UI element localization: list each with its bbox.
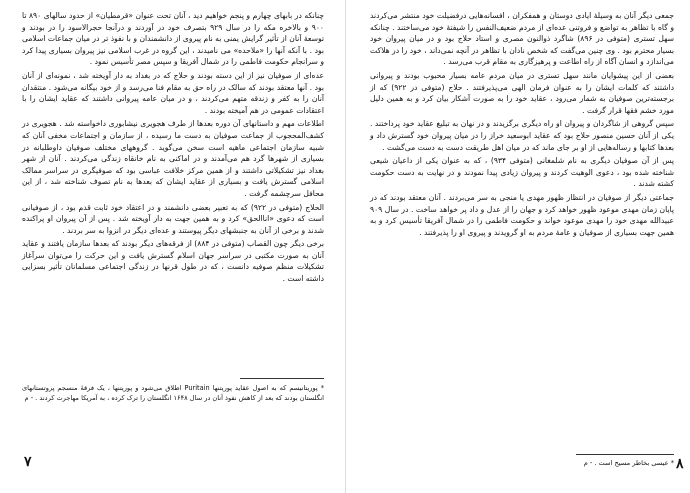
right-paragraph-5: جماعتی دیگر از صوفیان در انتظار ظهور مهدی یا منجی به سر می‌بردند . آنان معتقد بودند که در پایان زمان مهدی موعود ظهور خواهد کرد و جهان را از عدل و داد پر خواهد ساخت . در سال ۹۰۹ عبیدالله مهدی خود را مهدی موعود خواند و حکومت فاطمی را در شمال آفریقا تأسیس کرد و به همین جهت بسیاری از صوفیان و عامهٔ مردم به او گرویدند و پیروی او را پذیرفتند . bbox=[370, 192, 674, 237]
left-page-text-column bbox=[22, 10, 324, 285]
left-paragraph-5: برخی دیگر چون القصاب (متوفی در ۸۸۴) از فرقه‌های دیگر بودند که بعدها سازمان یافتند و عقاید آنان به صورت مکتبی در سراسر جهان اسلام گسترش یافت و این حرکت را می‌توان سرآغاز تشکیلات منظم صوفیه دانست ، که در طول قرنها در زندگی اجتماعی مسلمانان تأثیر بسزایی داشته است . bbox=[22, 239, 324, 284]
left-paragraph-1: چنانکه در بابهای چهارم و پنجم خواهیم دید ، آنان تحت عنوان «قرمطیان» از حدود سالهای ۸۹۰ تا ۹۰۰ و بالاخره مکه را در سال ۹۲۹ بتصرف خود در آوردند و درآنجا حجرالاسود را در بودند و توسعهٔ آنان از تأثیر گرایش یمنی به نام پیروی از دانشمندان و با نفوذ تر در میان جماعات اسلامی بود . با آنکه آنها را «ملاحده» می نامیدند ، این گروه در غرب اسلامی نیز پیروان بسیاری پیدا کرد و سرانجام حکومت فاطمی را در شمال آفریقا و سپس مصر تأسیس نمود . bbox=[22, 11, 325, 67]
left-paragraph-2: عده‌ای از صوفیان نیز از این دسته بودند و حلاج که در بغداد به دار آویخته شد ، نمونه‌ای از آنان بود . آنها معتقد بودند که سالک در راه حق به مقام فنا می‌رسد و از خود بیگانه می‌شود . منتقدان آنان را به کفر و زندقه متهم می‌کردند ، و در میان عامه پیروانی داشتند که عقاید ایشان را با اعتقادات عمومی در هم آمیخته بودند . bbox=[22, 70, 324, 115]
right-paragraph-1: جمعی دیگر آنان به وسیلهٔ ایادی دوستان و همفکران ، افسانه‌هایی درفضیلت خود منتشر می‌کردند و گاه با تظاهر به تواضع و فروتنی عده‌ای از مردم ضعیف‌النفس را شیفتهٔ خود می‌ساختند . چنانکه سهل تستری (متوفی در ۸۹۶) شاگرد ذوالنون مصری و استاد حلاج بود و در میان پیروان خود بسیار محترم بود . وی چنین می‌گفت که شخص نادان با تظاهر در آنچه نمی‌داند ، خود را در هلاکت می‌اندازد و انسان آگاه از راه اطاعت و پرهیزگاری به مقام قرب می‌رسد . bbox=[370, 11, 674, 67]
left-paragraph-4: الحلاج (متوفی در ۹۲۲) که به تعبیر بعضی دانشمند و در اعتقاد خود ثابت قدم بود ، از صوفیانی است که دعوی «اناالحق» کرد و به همین جهت به دار آویخته شد . پس از آن پیروان او پراکنده شدند و برخی از آنان به جنبشهای دیگر پیوستند و عده‌ای دیگر در انزوا به سر بردند . bbox=[22, 202, 324, 235]
left-footnote-divider bbox=[240, 378, 324, 379]
right-footnote: * عیسی بخاطر مسیح است . - م bbox=[583, 459, 674, 467]
left-page-number: ۷ bbox=[24, 454, 32, 470]
left-footnote: * پوریتانیسم که به اصول عقاید پوریتنها Puritain اطلاق می‌شود و پوریتنها ، یک فرقهٔ منسجم پروتستانهای انگلستان بودند که بعد از کاهش نفوذ آنان در سال ۱۶۴۸ انگلستان را ترک کرده ، به آمریکا مهاجرت کردند . - م bbox=[22, 384, 324, 402]
right-paragraph-3: سپس گروهی از شاگردان و پیروان او راه دیگری برگزیدند و در نهان به تبلیغ عقاید خود پرداختند . یکی از آنان حسین منصور حلاج بود که عقاید ابوسعید خراز را در میان پیروان خود گسترش داد و بعدها کتابها و رساله‌هایی از او بر جای ماند که در میان اهل طریقت دست به دست می‌گشت . bbox=[370, 119, 674, 152]
right-page-text-column bbox=[370, 10, 674, 238]
right-paragraph-2: بعضی از این پیشوایان مانند سهل تستری در میان مردم عامه بسیار محبوب بودند و پیروانی داشتند که کلمات ایشان را به عنوان فرمان الهی می‌پذیرفتند . حلاج (متوفی در ۹۲۲) که از برجسته‌ترین صوفیان به شمار می‌رود ، عقاید خود را به صورت آشکار بیان کرد و به همین دلیل مورد خشم فقها قرار گرفت . bbox=[370, 70, 674, 115]
right-footnote-divider bbox=[576, 454, 674, 455]
right-paragraph-4: پس از آن صوفیان دیگری به نام شلمغانی (متوفی ۹۳۴) ، که به عنوان یکی از داعیان شیعی شناخته شده بود ، دعوی الوهیت کردند و پیروان زیادی پیدا نمودند و در نهایت به دست حکومت کشته شدند . bbox=[370, 156, 674, 189]
right-page-number: ۸ bbox=[676, 456, 684, 472]
right-page bbox=[345, 0, 690, 493]
left-paragraph-3: اطلاعات مهم و داستانهای آن دوره بعدها از طرف هجویری نیشابوری داخواسته شد . هجویری در کشف‌المحجوب از جماعت صوفیان به دست ما رسیده ، از سازمان و اجتماعات مخفی آنان که شبیه سازمان اجتماعی ماهیه است سخن می‌گوید . گروههای مختلف صوفیان داوطلبانه در بسیاری از شهرها گرد هم می‌آمدند و در اماکنی به نام خانقاه زندگی می‌کردند . آنان از شهر بغداد نیز تشکیلاتی داشتند و از همین مرکز خلافت عباسی بود که صوفیگری در سراسر ممالک اسلامی گسترش یافت و بسیاری از عقاید ایشان که بعدها به نام تصوف شناخته شد ، از این محافل سرچشمه گرفت . bbox=[22, 119, 324, 198]
